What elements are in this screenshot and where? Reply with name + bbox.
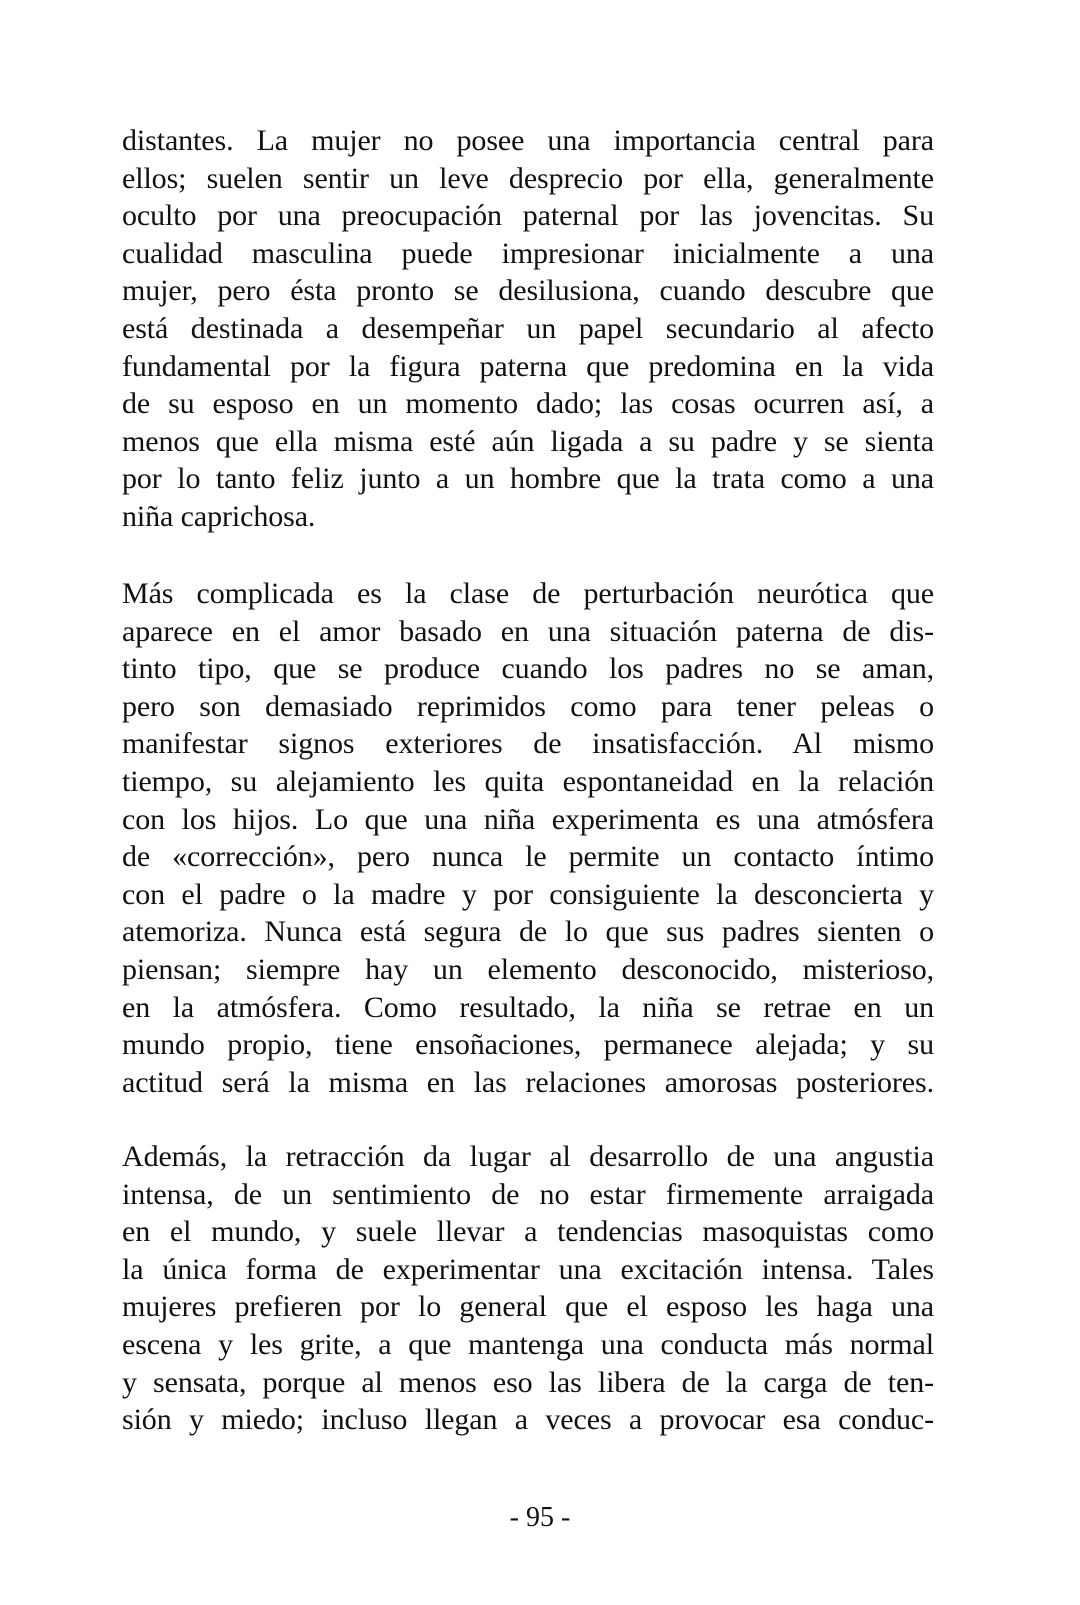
- text-line: de su esposo en un momento dado; las cosas ocurren así, a: [122, 387, 934, 421]
- text-line: ellos; suelen sentir un leve desprecio por ella, generalmente: [122, 161, 934, 195]
- text-line: mujeres prefieren por lo general que el esposo les haga una: [122, 1290, 934, 1324]
- text-line: distantes. La mujer no posee una importancia central para: [122, 124, 934, 157]
- text-line: está destinada a desempeñar un papel secundario al afecto: [122, 311, 934, 345]
- text-line: por lo tanto feliz junto a un hombre que la trata como a una: [122, 462, 934, 496]
- text-line: en el mundo, y suele llevar a tendencias masoquistas como: [122, 1215, 934, 1249]
- text-line: atemoriza. Nunca está segura de lo que sus padres sienten o: [122, 915, 934, 949]
- text-line: de «corrección», pero nunca le permite un contacto íntimo: [122, 840, 934, 874]
- paragraph-3: [122, 1138, 934, 1439]
- text-line: pero son demasiado reprimidos como para tener peleas o: [122, 689, 934, 723]
- text-line: fundamental por la figura paterna que predomina en la vida: [122, 349, 934, 383]
- text-line: intensa, de un sentimiento de no estar firmemente arraigada: [122, 1177, 934, 1211]
- text-line: piensan; siempre hay un elemento desconocido, misterioso,: [122, 952, 934, 986]
- paragraph-2: [122, 575, 934, 1101]
- text-line: con el padre o la madre y por consiguiente la desconcierta y: [122, 877, 934, 911]
- text-line: niña caprichosa.: [122, 499, 316, 533]
- text-line: Más complicada es la clase de perturbación neurótica que: [122, 577, 934, 610]
- text-line: la única forma de experimentar una excitación intensa. Tales: [122, 1252, 934, 1286]
- text-line: aparece en el amor basado en una situación paterna de dis-: [122, 614, 934, 648]
- text-line: menos que ella misma esté aún ligada a su padre y se sienta: [122, 424, 934, 458]
- text-line: actitud será la misma en las relaciones amorosas posteriores.: [122, 1065, 934, 1099]
- text-line: Además, la retracción da lugar al desarrollo de una angustia: [122, 1140, 934, 1173]
- text-line: escena y les grite, a que mantenga una conducta más normal: [122, 1327, 934, 1361]
- text-line: y sensata, porque al menos eso las libera de la carga de ten-: [122, 1365, 934, 1399]
- text-line: en la atmósfera. Como resultado, la niña se retrae en un: [122, 990, 934, 1024]
- text-line: mujer, pero ésta pronto se desilusiona, cuando descubre que: [122, 274, 934, 308]
- text-line: sión y miedo; incluso llegan a veces a provocar esa conduc-: [122, 1403, 934, 1437]
- text-line: mundo propio, tiene ensoñaciones, permanece alejada; y su: [122, 1028, 934, 1062]
- text-line: tiempo, su alejamiento les quita espontaneidad en la relación: [122, 764, 934, 798]
- text-line: tinto tipo, que se produce cuando los padres no se aman,: [122, 652, 934, 686]
- text-line: manifestar signos exteriores de insatisfacción. Al mismo: [122, 727, 934, 761]
- text-line: con los hijos. Lo que una niña experimenta es una atmósfera: [122, 802, 934, 836]
- text-line: cualidad masculina puede impresionar inicialmente a una: [122, 236, 934, 270]
- text-line: oculto por una preocupación paternal por las jovencitas. Su: [122, 199, 934, 233]
- page-number: - 95 -: [509, 1502, 571, 1533]
- paragraph-1: [122, 122, 934, 536]
